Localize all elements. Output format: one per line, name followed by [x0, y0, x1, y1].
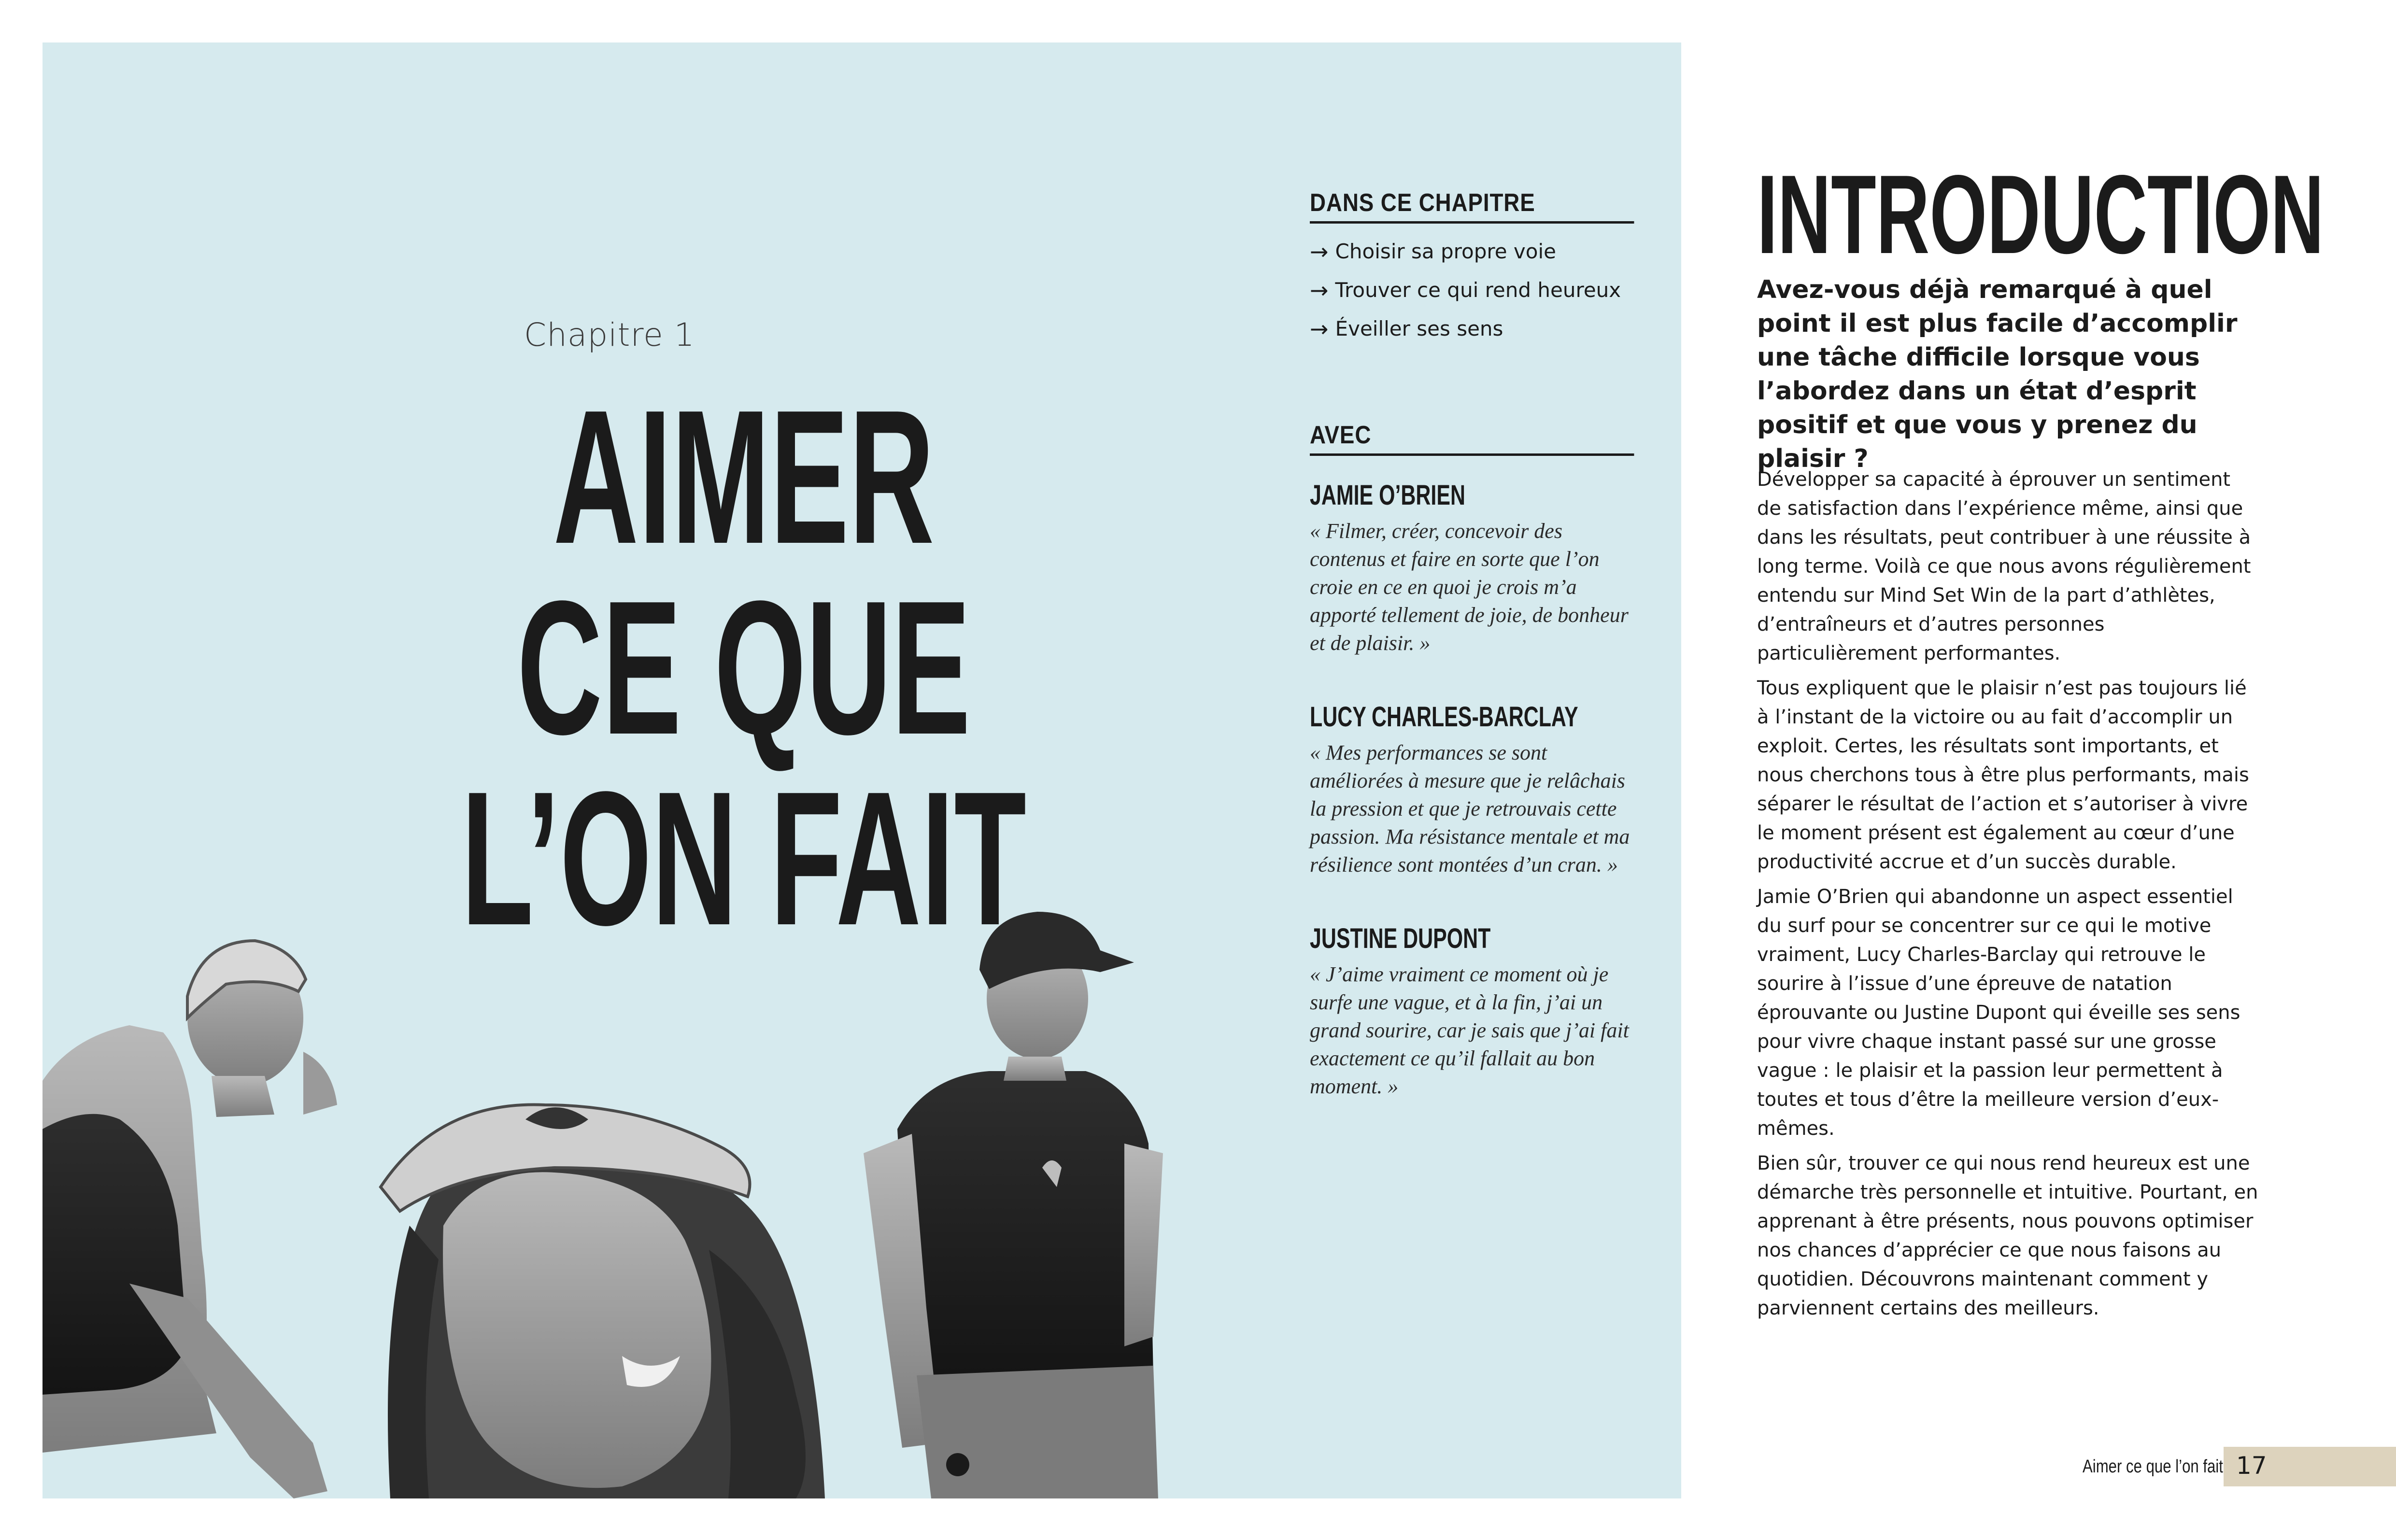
- list-item-label: Trouver ce qui rend heureux: [1335, 278, 1621, 302]
- page-number: 17: [2236, 1452, 2267, 1480]
- surfer-photo: [381, 1104, 825, 1498]
- chapter-sidebar: [1310, 188, 1634, 1101]
- introduction-lead: Avez-vous déjà remarqué à quel point il est plus facile d’accomplir une tâche difficile lorsque vous l’abordez dans un état d’esprit positif et que vous y prenez du plaisir ?: [1757, 275, 2238, 473]
- chapter-label: Chapitre 1: [524, 316, 695, 353]
- running-title: Aimer ce que l’on fait: [2083, 1456, 2223, 1477]
- introduction-body: [1757, 465, 2259, 1328]
- list-item-label: Éveiller ses sens: [1335, 317, 1503, 340]
- list-item: [1310, 310, 1634, 348]
- arrow-right-icon: →: [1310, 239, 1329, 265]
- list-item: [1310, 232, 1634, 271]
- person-quote: « Mes performances se sont améliorées à mesure que je relâchais la pression et que je retrouvais cette passion. Ma résistance mentale et ma résilience sont montées d’un cran. »: [1310, 741, 1630, 876]
- person-name: JAMIE O’BRIEN: [1310, 480, 1465, 511]
- with-block: [1310, 421, 1634, 1101]
- list-item-label: Choisir sa propre voie: [1335, 240, 1556, 263]
- arrow-right-icon: →: [1310, 277, 1329, 303]
- person-entry: [1310, 922, 1634, 1101]
- chapter-title-line: CE QUE: [517, 561, 971, 774]
- person-entry: [1310, 479, 1634, 657]
- introduction-title: INTRODUCTION: [1757, 152, 2324, 277]
- with-heading: AVEC: [1310, 421, 1634, 456]
- swimmer-photo: [43, 941, 337, 1498]
- list-item: [1310, 271, 1634, 310]
- in-chapter-heading: DANS CE CHAPITRE: [1310, 188, 1634, 224]
- body-paragraph: Bien sûr, trouver ce qui nous rend heureux est une démarche très personnelle et intuitive. Pourtant, en apprenant à être présents, nous pouvons optimiser nos chances d’apprécier ce que nous faisons au quotidien. Découvrons maintenant comment y parviennent certains des meilleurs.: [1757, 1152, 2258, 1319]
- arrow-right-icon: →: [1310, 316, 1329, 342]
- person-name: JUSTINE DUPONT: [1310, 923, 1491, 954]
- person-entry: [1310, 701, 1634, 879]
- chapter-title-line: L’ON FAIT: [461, 751, 1027, 965]
- body-paragraph: Jamie O’Brien qui abandonne un aspect essentiel du surf pour se concentrer sur ce qui le motive vraiment, Lucy Charles-Barclay qui retrouve le sourire à l’issue d’une épreuve de natation éprouvante ou Justine Dupont qui éveille ses sens pour vivre chaque instant passé sur une grosse vague : le plaisir et la passion leur permettent à toutes et tous d’être la meilleure version d’eux-mêmes.: [1757, 886, 2240, 1140]
- body-paragraph: Développer sa capacité à éprouver un sentiment de satisfaction dans l’expérience même, ainsi que dans les résultats, peut contribuer à une réussite à long terme. Voilà ce que nous avons régulièrement entendu sur Mind Set Win de la part d’athlètes, d’entraîneurs et d’autres personnes particulièrement performantes.: [1757, 468, 2251, 664]
- person-quote: « J’aime vraiment ce moment où je surfe une vague, et à la fin, j’ai un grand sourire, car je sais que j’ai fait exactement ce qu’il fallait au bon moment. »: [1310, 962, 1629, 1098]
- in-chapter-block: [1310, 188, 1634, 348]
- chapter-title-line: AIMER: [553, 370, 935, 583]
- in-chapter-list: [1310, 232, 1634, 348]
- chapter-title: [444, 370, 1043, 965]
- jamie-obrien-photo: [864, 912, 1163, 1498]
- person-name: LUCY CHARLES-BARCLAY: [1310, 701, 1578, 733]
- person-quote: « Filmer, créer, concevoir des contenus et faire en sorte que l’on croie en ce en quoi je crois m’a apporté tellement de joie, de bonheur et de plaisir. »: [1310, 519, 1629, 655]
- body-paragraph: Tous expliquent que le plaisir n’est pas toujours lié à l’instant de la victoire ou au fait d’accomplir un exploit. Certes, les résultats sont importants, et nous cherchons tous à être plus performants, mais séparer le résultat de l’action et s’autoriser à vivre le moment présent est également au cœur d’une productivité accrue et d’un succès durable.: [1757, 677, 2249, 873]
